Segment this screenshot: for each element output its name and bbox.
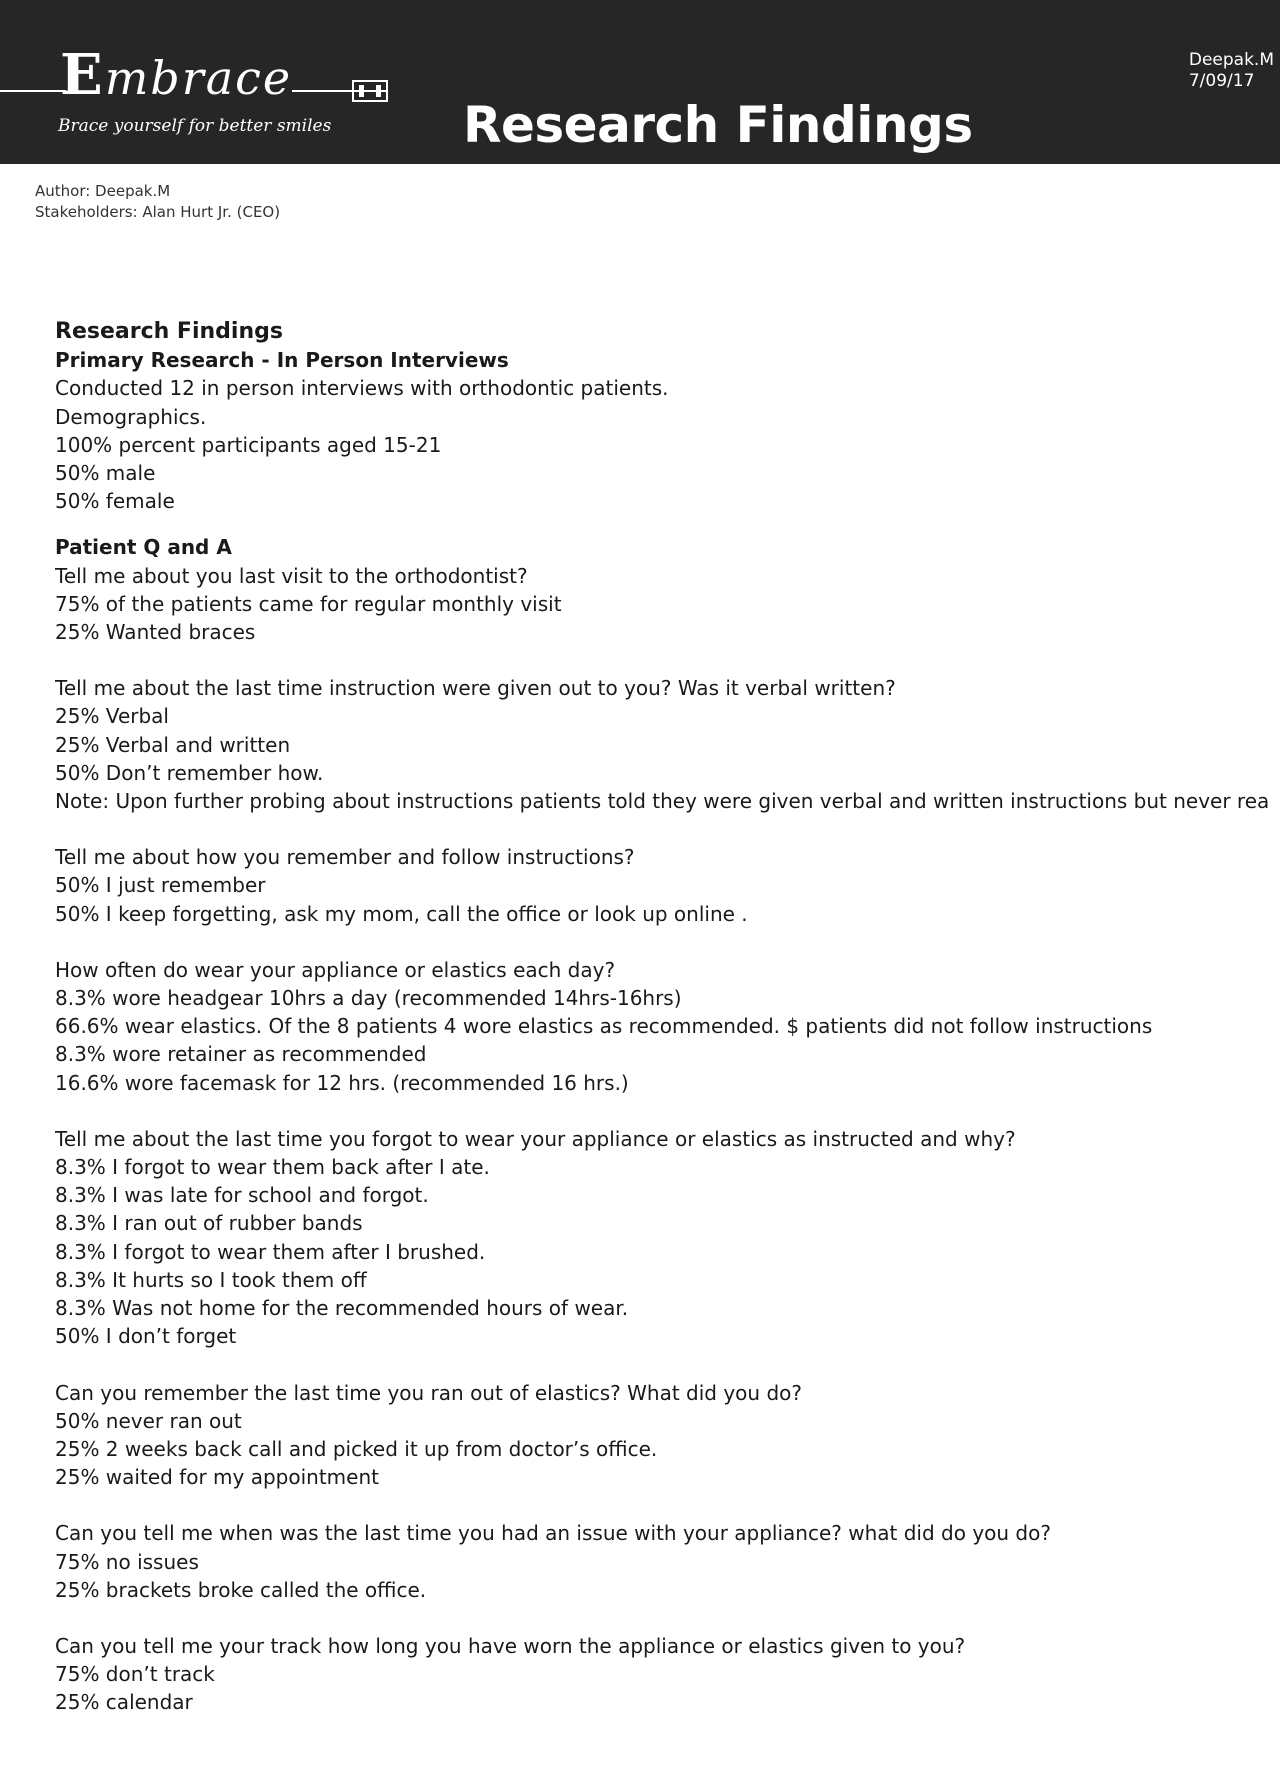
answer-line: 16.6% wore facemask for 12 hrs. (recommended 16 hrs.) <box>55 1070 629 1095</box>
answer-line: 25% Verbal and written <box>55 732 291 757</box>
question-line: Can you tell me when was the last time you had an issue with your appliance? what did do you do? <box>55 1521 1051 1546</box>
text-line: Conducted 12 in person interviews with orthodontic patients. <box>55 376 669 401</box>
qa-section-6 <box>55 1379 1280 1492</box>
intro-section <box>55 318 1280 515</box>
question-line: Can you remember the last time you ran out of elastics? What did you do? <box>55 1380 803 1405</box>
answer-line: 25% Wanted braces <box>55 620 256 645</box>
answer-line: 8.3% wore headgear 10hrs a day (recommended 14hrs-16hrs) <box>55 986 682 1011</box>
bracket-icon <box>352 80 388 102</box>
answer-line: 8.3% wore retainer as recommended <box>55 1042 427 1067</box>
answer-line: 25% Verbal <box>55 704 169 729</box>
answer-line: 8.3% Was not home for the recommended hours of wear. <box>55 1296 629 1321</box>
header-meta <box>1189 50 1274 92</box>
answer-line: 8.3% It hurts so I took them off <box>55 1267 367 1292</box>
question-line: Tell me about you last visit to the orthodontist? <box>55 563 528 588</box>
answer-line: 50% I keep forgetting, ask my mom, call the office or look up online . <box>55 901 748 926</box>
header-author: Deepak.M <box>1188 50 1274 70</box>
document-body <box>55 318 1280 1745</box>
qa-section-2 <box>55 674 1280 815</box>
section-subheading: Primary Research - In Person Interviews <box>55 348 509 373</box>
question-line: Can you tell me your track how long you have worn the appliance or elastics given to you? <box>55 1633 966 1658</box>
stakeholders-line: Stakeholders: Alan Hurt Jr. (CEO) <box>35 203 281 221</box>
qa-section-5 <box>55 1125 1280 1351</box>
answer-line: 8.3% I forgot to wear them back after I ate. <box>55 1155 490 1180</box>
answer-line: 50% Don’t remember how. <box>55 760 324 785</box>
qa-section-4 <box>55 956 1280 1097</box>
answer-line: 25% waited for my appointment <box>55 1465 379 1490</box>
answer-line: 66.6% wear elastics. Of the 8 patients 4 wore elastics as recommended. $ patients did not follow instructions <box>55 1014 1153 1039</box>
answer-line: 25% 2 weeks back call and picked it up from doctor’s office. <box>55 1436 658 1461</box>
answer-line: 50% I just remember <box>55 873 266 898</box>
qa-section-7 <box>55 1519 1280 1604</box>
qa-section-3 <box>55 843 1280 928</box>
question-line: How often do wear your appliance or elastics each day? <box>55 957 616 982</box>
answer-line: 50% never ran out <box>55 1408 242 1433</box>
embrace-logo <box>0 38 400 148</box>
question-line: Tell me about the last time you forgot to wear your appliance or elastics as instructed and why? <box>55 1126 1016 1151</box>
answer-line: 75% no issues <box>55 1549 199 1574</box>
text-line: 50% male <box>55 461 156 486</box>
qa-heading: Patient Q and A <box>55 535 232 560</box>
answer-line: 25% brackets broke called the office. <box>55 1577 427 1602</box>
page-title: Research Findings <box>463 96 973 154</box>
answer-line: 25% calendar <box>55 1690 193 1715</box>
section-heading: Research Findings <box>55 319 283 344</box>
logo-line-left <box>0 90 66 92</box>
answer-line: 8.3% I was late for school and forgot. <box>55 1183 429 1208</box>
header-date: 7/09/17 <box>1188 71 1255 91</box>
text-line: 50% female <box>55 489 175 514</box>
answer-line: 75% of the patients came for regular monthly visit <box>55 591 562 616</box>
text-line: 100% percent participants aged 15-21 <box>55 432 442 457</box>
qa-section-8 <box>55 1632 1280 1717</box>
answer-line: 8.3% I forgot to wear them after I brushed. <box>55 1239 486 1264</box>
header-bar <box>0 0 1280 164</box>
qa-section-1 <box>55 533 1280 646</box>
author-block <box>35 181 280 223</box>
answer-line: 75% don’t track <box>55 1662 215 1687</box>
text-line: Demographics. <box>55 404 207 429</box>
logo-line-right <box>292 90 354 92</box>
question-line: Tell me about how you remember and follow instructions? <box>55 845 635 870</box>
answer-line: 8.3% I ran out of rubber bands <box>55 1211 363 1236</box>
logo-tagline: Brace yourself for better smiles <box>58 116 332 136</box>
question-line: Tell me about the last time instruction were given out to you? Was it verbal written? <box>55 676 896 701</box>
note-line: Note: Upon further probing about instructions patients told they were given verbal and written instructions but never rea <box>55 789 1270 814</box>
answer-line: 50% I don’t forget <box>55 1324 237 1349</box>
author-line: Author: Deepak.M <box>35 182 171 200</box>
logo-wordmark: Embrace <box>60 42 293 108</box>
